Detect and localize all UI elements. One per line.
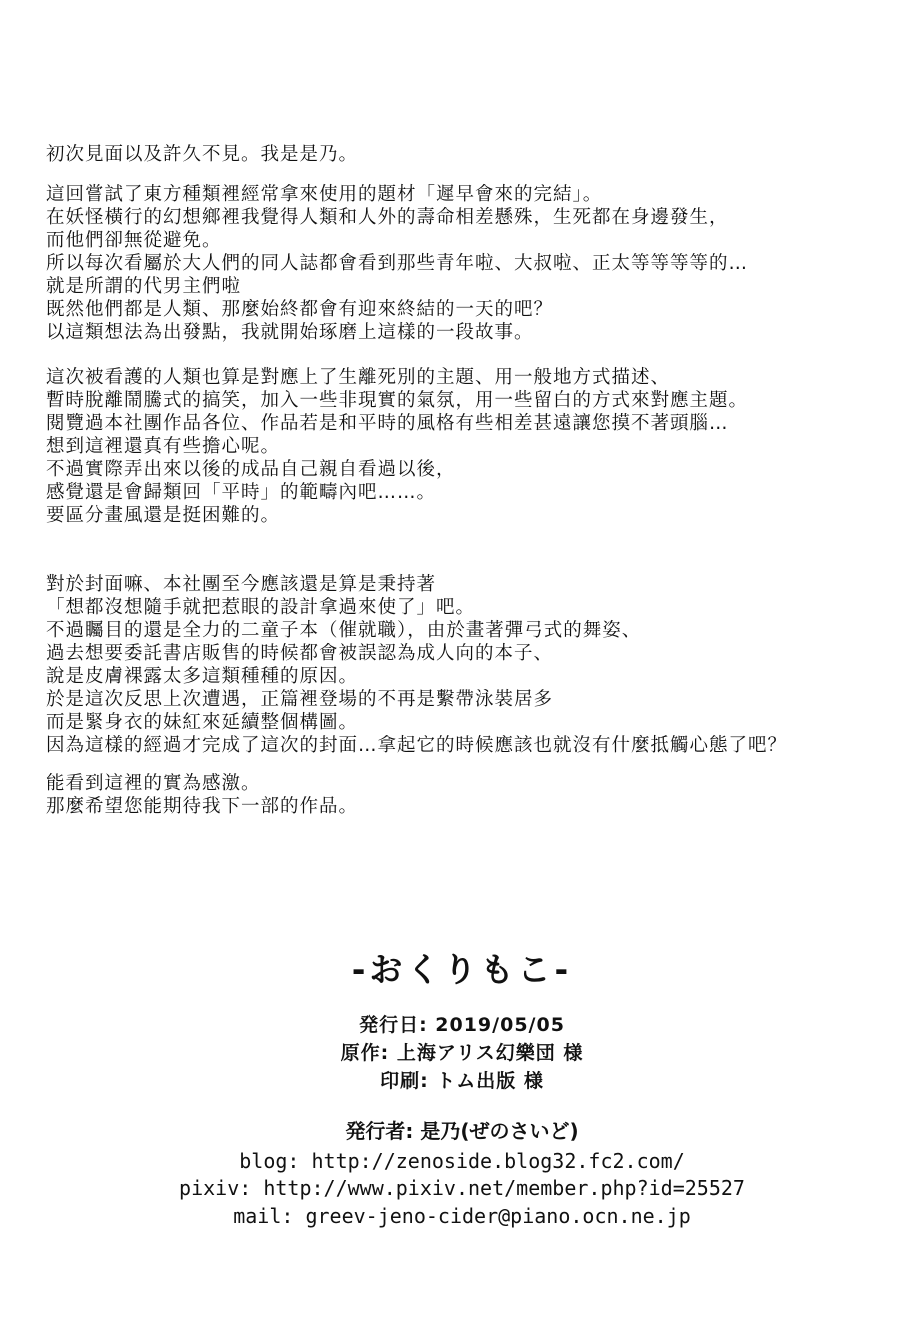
text-line: 過去想要委託書店販售的時候都會被誤認為成人向的本子、 (46, 643, 554, 664)
original-work-credit: 原作: 上海アリス幻樂団 様 (340, 1042, 584, 1064)
greeting-paragraph (46, 143, 906, 166)
text-line: 這回嘗試了東方種類裡經常拿來使用的題材「遲早會來的完結」。 (46, 184, 603, 205)
text-line: 感覺還是會歸類回「平時」的範疇內吧……。 (46, 482, 437, 503)
text-line: 初次見面以及許久不見。我是是乃。 (46, 144, 359, 165)
text-line: 而他們卻無從避免。 (46, 230, 222, 251)
text-line: 「想都沒想隨手就把惹眼的設計拿過來使了」吧。 (46, 597, 476, 618)
text-line: 因為這樣的經過才完成了這次的封面…拿起它的時候應該也就沒有什麼抵觸心態了吧？ (46, 735, 788, 756)
text-line: 不過矚目的還是全力的二童子本（催就職），由於畫著彈弓式的舞姿、 (46, 620, 642, 641)
publish-date: 発行日: 2019/05/05 (359, 1014, 565, 1036)
text-line: 不過實際弄出來以後的成品自己親自看過以後， (46, 459, 456, 480)
text-line: 暫時脫離鬧騰式的搞笑，加入一些非現實的氣氛，用一些留白的方式來對應主題。 (46, 390, 749, 411)
thanks-paragraph (46, 772, 906, 818)
style-paragraph (46, 366, 906, 527)
text-line: 而是緊身衣的妹紅來延續整個構圖。 (46, 712, 359, 733)
text-line: 閱覽過本社團作品各位、作品若是和平時的風格有些相差甚遠讓您摸不著頭腦… (46, 413, 729, 434)
text-line: 所以每次看屬於大人們的同人誌都會看到那些青年啦、大叔啦、正太等等等等的… (46, 253, 749, 274)
text-line: 以這類想法為出發點，我就開始琢磨上這樣的一段故事。 (46, 322, 534, 343)
mail-address: mail: greev-jeno-cider@piano.ocn.ne.jp (233, 1204, 691, 1228)
blog-url: blog: http://zenoside.blog32.fc2.com/ (239, 1149, 685, 1173)
printer-credit: 印刷: トム出版 様 (380, 1070, 544, 1092)
text-line: 那麼希望您能期待我下一部的作品。 (46, 796, 359, 817)
text-line: 要區分畫風還是挺困難的。 (46, 505, 281, 526)
text-line: 於是這次反思上次遭遇，正篇裡登場的不再是繫帶泳裝居多 (46, 689, 554, 710)
cover-paragraph (46, 573, 906, 757)
text-line: 在妖怪橫行的幻想鄉裡我覺得人類和人外的壽命相差懸殊，生死都在身邊發生， (46, 207, 729, 228)
text-line: 想到這裡還真有些擔心呢。 (46, 436, 281, 457)
theme-paragraph (46, 183, 906, 344)
text-line: 說是皮膚裸露太多這類種種的原因。 (46, 666, 359, 687)
pixiv-url: pixiv: http://www.pixiv.net/member.php?id=25527 (179, 1176, 745, 1200)
text-line: 對於封面嘛、本社團至今應該還是算是秉持著 (46, 574, 437, 595)
text-line: 既然他們都是人類、那麼始終都會有迎來終結的一天的吧？ (46, 299, 554, 320)
text-line: 能看到這裡的實為感激。 (46, 773, 261, 794)
colophon-title: -おくりもこ- (351, 950, 573, 989)
publisher-credit: 発行者: 是乃(ぜのさいど) (345, 1119, 579, 1143)
text-line: 就是所謂的代男主們啦 (46, 276, 242, 297)
text-line: 這次被看護的人類也算是對應上了生離死別的主題、用一般地方式描述、 (46, 367, 671, 388)
